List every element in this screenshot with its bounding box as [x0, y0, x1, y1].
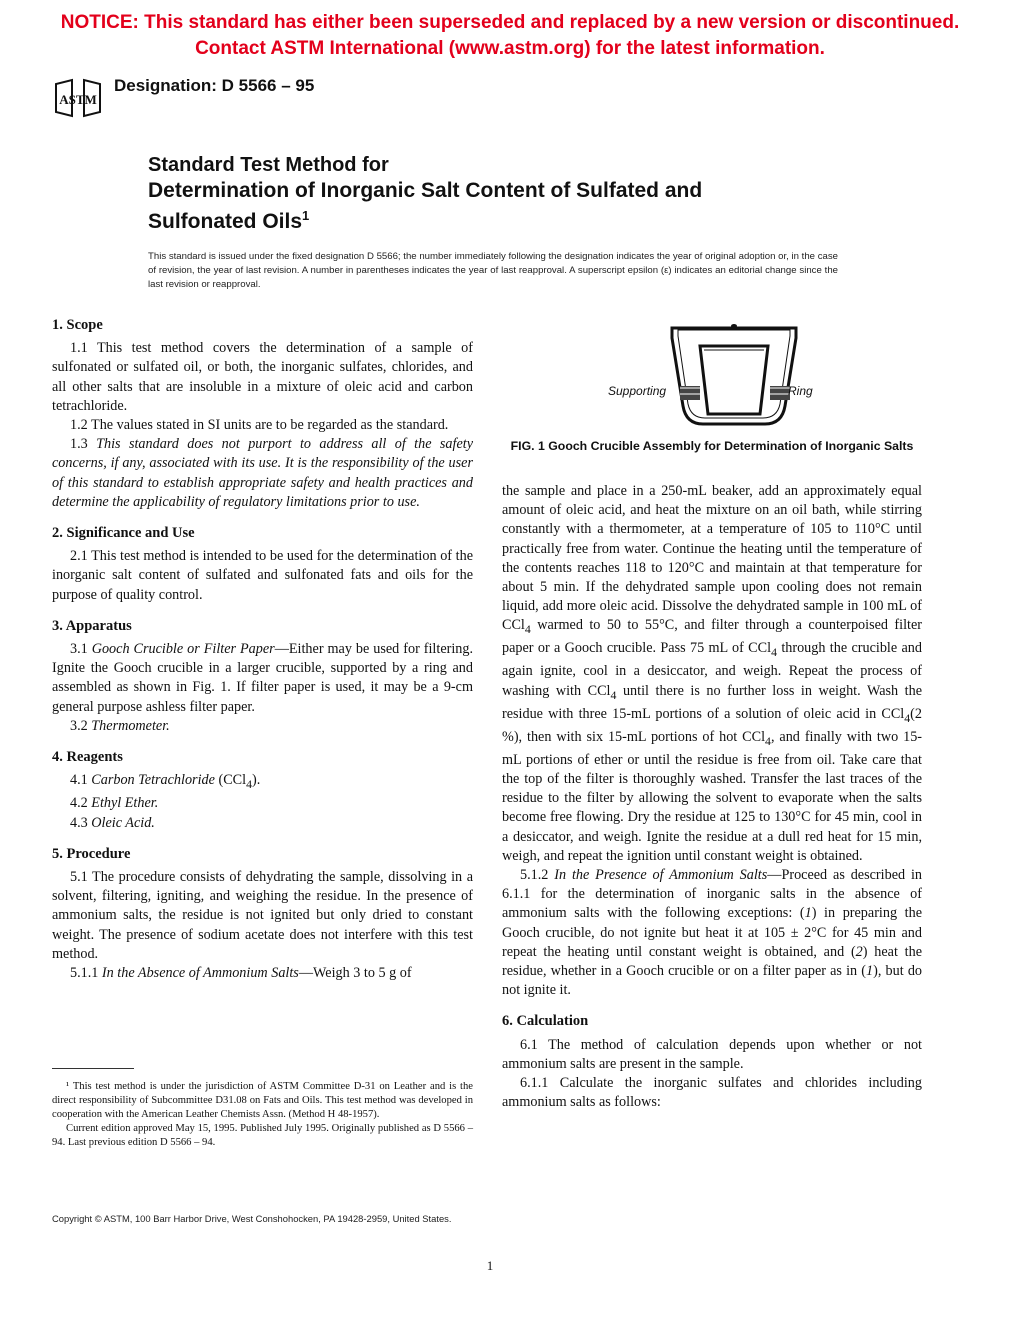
- reagent-4-2-num: 4.2: [70, 795, 92, 812]
- title-line-3: Sulfonated Oils: [148, 210, 303, 233]
- proc-cont-f: , and finally with two 15-mL portions of ether or until the residue is free from oil. Take care that the top of the filter is thoroughly washed. Transfer the last traces of the residue to the filter by allowing the solvent to evaporate when the salts become free flowing. Dry the residue at 125 to 130°C for 45 min, cool in a desiccator, and weigh. Ignite the residue at a dull red heat for 15 min, weigh, and repeat the ignition until constant weight is obtained.: [502, 728, 923, 864]
- designation: Designation: D 5566 – 95: [114, 76, 315, 95]
- issued-note: This standard is issued under the fixed designation D 5566; the number immediately following the designation indicates the year of original adoption or, in the case of revision, the year of last revision. A number in parentheses indicates the year of last reapproval. A superscript epsilon (ε) indicates an editorial change since the last revision or reapproval.: [148, 251, 838, 290]
- section-heading-scope: 1. Scope: [52, 317, 103, 333]
- proc-5-1-2-a: —Proceed as described in 6.1.1 for the determination of inorganic salts in the absence of ammonium salts with the following exceptions: (: [502, 867, 922, 922]
- right-column: [502, 482, 922, 1112]
- apparatus-3-2-num: 3.2: [70, 717, 92, 734]
- sub-4-e: 4: [765, 733, 771, 748]
- proc-cont-e: (2 %), then with six 15-mL portions of hot CCl: [502, 705, 922, 745]
- scope-1-2: 1.2 The values stated in SI units are to be regarded as the standard.: [70, 417, 449, 434]
- proc-cont-a: the sample and place in a 250-mL beaker, add an approximately equal amount of oleic acid, and heat the mixture on an oil bath, while stirring constantly with a thermometer, at a temperature of 105 to 110°C until practically free from water. Continue the heating until the temperature of the contents reaches 118 to 120°C and maintain at that temperature for about 5 min. If the dehydrated sample upon cooling does not remain liquid, add more oleic acid. Dissolve the dehydrated sample in 100 mL of CCl: [502, 483, 922, 634]
- footnote-1: ¹ This test method is under the jurisdiction of ASTM Committee D-31 on Leather and is the direct responsibility of Subcommittee D31.08 on Fats and Oils. This test method was developed in cooperation with the American Leather Chemists Assn. (Method H 48-1957).: [52, 1081, 473, 1120]
- apparatus-3-1-text: —Either may be used for filtering. Ignite the Gooch crucible in a larger crucible, supported by a ring and assembled as shown in Fig. 1. If filter paper is used, it may be a 9-cm general purpose ashless filter paper.: [52, 641, 474, 715]
- section-heading-calculation: 6. Calculation: [502, 1013, 589, 1030]
- scope-1-3-num: 1.3: [70, 436, 97, 453]
- figure-caption: FIG. 1 Gooch Crucible Assembly for Determination of Inorganic Salts: [510, 439, 914, 453]
- procedure-5-1-2-title: In the Presence of Ammonium Salts: [554, 867, 768, 883]
- procedure-5-1-1-continued: [502, 482, 922, 866]
- proc-cont-c: through the crucible and again ignite, cool in a desiccator, and weigh. Repeat the process of washing with CCl: [502, 640, 922, 699]
- procedure-5-1-1-text: —Weigh 3 to 5 g of: [298, 964, 412, 981]
- apparatus-3-1-num: 3.1: [70, 641, 92, 658]
- proc-5-1-2-n2: 2: [855, 943, 863, 960]
- sub-4-b: 4: [771, 645, 777, 660]
- copyright: Copyright © ASTM, 100 Barr Harbor Drive, West Conshohocken, PA 19428-2959, United States.: [52, 1213, 452, 1224]
- reagent-4-1-end: ).: [251, 772, 261, 789]
- scope-1-3: [52, 435, 473, 512]
- notice-line-2: Contact ASTM International (www.astm.org) for the latest information.: [195, 38, 825, 59]
- reagent-4-1-title: Carbon Tetrachloride: [91, 772, 215, 789]
- logo-text: ASTM: [59, 92, 97, 107]
- sub-4-c: 4: [610, 687, 617, 702]
- section-heading-significance: 2. Significance and Use: [52, 525, 195, 542]
- apparatus-3-1-title: Gooch Crucible or Filter Paper: [91, 641, 275, 658]
- scope-1-3-text: This standard does not purport to address all of the safety concerns, if any, associated with its use. It is the responsibility of the user of this standard to establish appropriate safety and health practices and determine the applicability of regulatory limitations prior to use.: [52, 436, 473, 510]
- footnote: [52, 1080, 473, 1150]
- title-footnote-mark: 1: [302, 208, 310, 223]
- procedure-5-1: 5.1 The procedure consists of dehydrating the sample, dissolving in a solvent, filtering, igniting, and weighing the residue. In the presence of ammonium salts, the residue is not ignited but only dried to constant weight. The presence of sodium acetate does not interfere with this test method.: [52, 868, 473, 962]
- reagent-4-2: [52, 794, 473, 813]
- section-heading-procedure: 5. Procedure: [52, 845, 131, 862]
- reagent-4-3-num: 4.3: [70, 814, 92, 831]
- proc-5-1-2-n1: 1: [804, 905, 812, 922]
- figure-label-supporting: Supporting: [608, 384, 667, 398]
- calculation-6-1-1: 6.1.1 Calculate the inorganic sulfates and chlorides including ammonium salts as follows:: [502, 1075, 922, 1111]
- proc-5-1-2-d: ), but do not ignite it.: [502, 963, 923, 999]
- gooch-crucible-figure: [600, 318, 830, 428]
- title-line-1: Standard Test Method for: [148, 154, 389, 176]
- footnote-rule: [52, 1068, 134, 1069]
- apparatus-3-1: [52, 640, 473, 717]
- apparatus-3-2-title: Thermometer.: [91, 717, 170, 734]
- procedure-5-1-1: [52, 964, 473, 983]
- section-heading-apparatus: 3. Apparatus: [52, 617, 132, 634]
- section-heading-reagents: 4. Reagents: [52, 749, 123, 766]
- reagent-4-1-sub: 4: [246, 777, 252, 792]
- figure-label-ring: Ring: [788, 384, 813, 398]
- procedure-5-1-1-num: 5.1.1: [70, 964, 102, 981]
- apparatus-3-2: [52, 717, 473, 736]
- document-title: [148, 153, 868, 234]
- title-line-2: Determination of Inorganic Salt Content of Sulfated and: [148, 179, 703, 202]
- scope-1-1: 1.1 This test method covers the determination of a sample of sulfonated or sulfated oil, or both, the inorganic sulfates, chlorides, and all other salts that are insoluble in a mixture of oleic acid and carbon tetrachloride.: [52, 340, 473, 414]
- reagent-4-1: [52, 771, 473, 794]
- reagent-4-2-title: Ethyl Ether.: [91, 795, 159, 812]
- procedure-5-1-2-num: 5.1.2: [520, 867, 555, 883]
- left-column: [52, 316, 473, 983]
- procedure-5-1-2: [502, 866, 922, 1000]
- notice-banner: [0, 10, 1020, 62]
- calculation-6-1: 6.1 The method of calculation depends upon whether or not ammonium salts are present in the sample.: [502, 1036, 922, 1072]
- procedure-5-1-1-title: In the Absence of Ammonium Salts: [101, 964, 299, 981]
- footnote-2: Current edition approved May 15, 1995. Published July 1995. Originally published as D 5566 – 94. Last previous edition D 5566 – 94.: [52, 1123, 473, 1148]
- reagent-4-1-num: 4.1: [70, 772, 92, 789]
- proc-cont-d: until there is no further loss in weight. Wash the residue with three 15-mL portions of a solution of oleic acid in CCl: [502, 682, 922, 722]
- sub-4-d: 4: [904, 710, 911, 725]
- reagent-4-3-title: Oleic Acid.: [91, 814, 155, 831]
- page-number: 1: [486, 1258, 494, 1273]
- sub-4-a: 4: [524, 622, 531, 637]
- proc-cont-b: warmed to 50 to 55°C, and filter through a counterpoised filter paper or a Gooch crucible. Pass 75 mL of CCl: [502, 617, 922, 657]
- reagent-4-1-formula: (CCl: [214, 772, 247, 789]
- notice-line-1: NOTICE: This standard has either been superseded and replaced by a new version or discontinued.: [60, 12, 960, 33]
- reagent-4-3: [52, 814, 473, 833]
- proc-5-1-2-n1b: 1: [866, 963, 874, 980]
- astm-logo-icon: [52, 78, 104, 118]
- proc-5-1-2-c: ) heat the residue, whether in a Gooch crucible or on a filter paper as in (: [502, 943, 922, 980]
- proc-5-1-2-b: ) in preparing the Gooch crucible, do not ignite but heat it at 105 ± 2°C for 45 min and repeat the heating until constant weight is obtained, and (: [502, 905, 922, 960]
- significance-2-1: 2.1 This test method is intended to be used for the determination of the inorganic salt content of sulfated and sulfonated fats and oils for the purpose of quality control.: [52, 548, 473, 603]
